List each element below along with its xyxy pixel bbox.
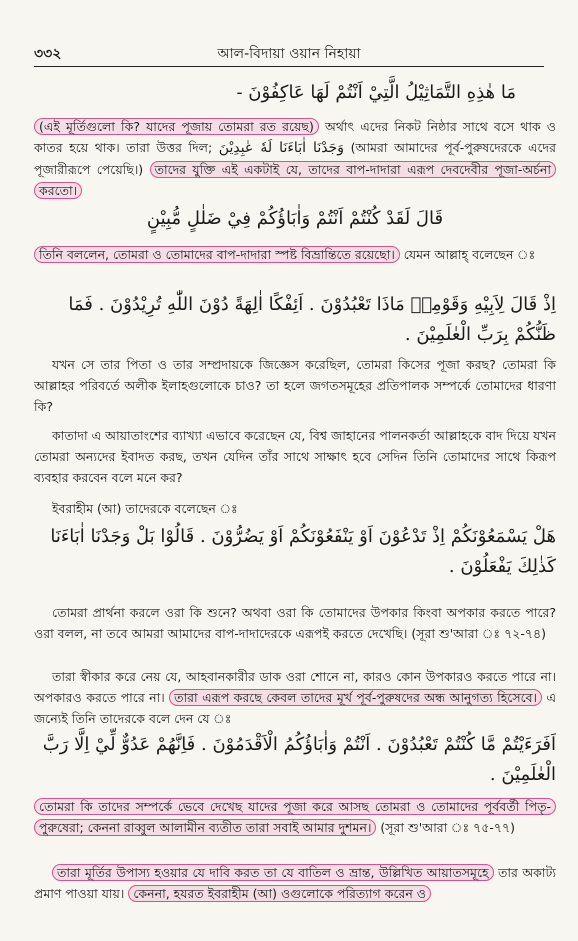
paragraph-6 [34, 602, 556, 644]
page-number: ৩৩২ [34, 46, 62, 62]
arabic-verse-2-block [34, 204, 556, 234]
highlight-1a: (এই মূর্তিগুলো কি? যাদের পূজায় তোমরা রত রয়েছ) [34, 118, 319, 135]
highlight-7: তারা এরূপ করছে কেবল তাদের মূর্খ পূর্ব-পুরুষদের অন্ধ আনুগত্য হিসেবে। [169, 689, 542, 706]
paragraph-2-text: যেমন আল্লাহ্ বলেছেন ঃ [399, 247, 536, 262]
paragraph-5-text: ইবরাহীম (আ) তাদেরকে বলেছেন ঃ [52, 501, 238, 516]
paragraph-9 [34, 862, 556, 904]
arabic-verse-3: اِذْ قَالَ لِاَبِيْهِ وَقَوْمِهٖ مَاذَا تَعْبُدُوْنَ . اَئِفْكًا اٰلِهَةً دُوْنَ اللّٰهِ تُرِيْدُوْنَ . فَمَا ظَنُّكُمْ بِرَبِّ الْعٰلَمِيْنَ . [68, 294, 556, 345]
paragraph-1-text-a: অর্থাৎ এদের নিকট নিষ্ঠার সাথে বসে থাক ও কাতর হয়ে থাক। তারা উত্তর দিল; [34, 119, 556, 155]
running-title: আল-বিদায়া ওয়ান নিহায়া [217, 46, 361, 62]
arabic-inline-quote: وَجَدْنَا اٰبَاءَنَا لَهٗ عٰبِدِيْنَ [218, 140, 344, 156]
paragraph-7-text-a: তারা স্বীকার করে নেয় যে, আহবানকারীর ডাক ওরা শোনে না, কারও কোন উপকারও করতে পারে না। অপকারও করতে পারে না। [34, 669, 556, 705]
paragraph-4 [34, 425, 556, 488]
paragraph-1-text-b: (আমরা আমাদের পূর্ব-পুরুষদেরকে এদের পূজারীরূপে পেয়েছি।) [34, 140, 556, 177]
highlight-8: তোমরা কি তাদের সম্পর্কে ভেবে দেখেছ যাদের পূজা করে আসছ তোমরা ও তোমাদের পূর্ববর্তী পিতৃ-পুরুষেরা; কেননা রাব্বুল আলামীন ব্যতীত তারা সবাই আমার দুশমন। [34, 798, 556, 836]
paragraph-2 [34, 244, 556, 265]
arabic-verse-4-block [34, 522, 556, 582]
paragraph-8-text: (সূরা শু'আরা ঃ ৭৫-৭৭) [376, 820, 515, 835]
arabic-verse-1: مَا هٰذِهِ التَّمَاثِيْلُ الَّتِيْ اَنْتُمْ لَهَا عَاكِفُوْنَ - [236, 82, 516, 103]
paragraph-1 [34, 116, 556, 201]
paragraph-7 [34, 666, 556, 729]
highlight-1b: তাদের যুক্তি এই একটাই যে, তাদের বাপ-দাদারা এরূপ দেবদেবীর পূজা-অর্চনা করতো। [34, 161, 556, 199]
arabic-verse-5-block [34, 730, 556, 790]
highlight-9a: তারা মূর্তির উপাস্য হওয়ার যে দাবি করত তা যে বাতিল ও ভ্রান্ত, উল্লিখিত আয়াতসমূহে [52, 864, 494, 881]
arabic-verse-2: قَالَ لَقَدْ كُنْتُمْ اَنْتُمْ وَاٰبَاؤُكُمْ فِيْ ضَلٰلٍ مُّبِيْنٍ [146, 208, 444, 229]
paragraph-4-text: কাতাদা এ আয়াতাংশের ব্যাখ্যা এভাবে করেছেন যে, বিশ্ব জাহানের পালনকর্তা আল্লাহকে বাদ দিয়ে যখন তোমরা অন্যদের ইবাদত করছ, তখন যেদিন তাঁর সাথে সাক্ষাৎ হবে সেদিন তিনি তোমাদের সাথে কিরূপ ব্যবহার করবেন বলে মনে কর? [34, 428, 556, 485]
paragraph-9-text: তার অকাট্য প্রমাণ পাওয়া যায়। [34, 865, 556, 901]
paragraph-6-text: তোমরা প্রার্থনা করলে ওরা কি শুনে? অথবা ওরা কি তোমাদের উপকার কিংবা অপকার করতে পারে? ওরা বলল, না তবে আমরা আমাদের বাপ-দাদাদেরকে এরূপই করতে দেখেছি। (সূরা শু'আরা ঃ ৭২-৭৪) [34, 605, 556, 641]
paragraph-5 [34, 498, 556, 519]
paragraph-3-text: যখন সে তার পিতা ও তার সম্প্রদায়কে জিজ্ঞেস করেছিল, তোমরা কিসের পূজা করছ? তোমরা কি আল্লাহর পরিবর্তে অলীক ইলাহগুলোকে চাও? তা হলে জগতসমূহের প্রতিপালক সম্পর্কে তোমাদের ধারণা কি? [34, 357, 556, 414]
arabic-verse-4: هَلْ يَسْمَعُوْنَكُمْ اِذْ تَدْعُوْنَ اَوْ يَنْفَعُوْنَكُمْ اَوْ يَضُرُّوْنَ . قَالُوْا بَلْ وَجَدْنَا اٰبَاءَنَا كَذٰلِكَ يَفْعَلُوْنَ . [50, 526, 556, 577]
highlight-2: তিনি বললেন, তোমরা ও তোমাদের বাপ-দাদারা স্পষ্ট বিভ্রান্তিতে রয়েছো। [34, 246, 400, 263]
paragraph-3 [34, 354, 556, 417]
page-header [34, 40, 544, 67]
arabic-verse-5: اَفَرَءَيْتُمْ مَّا كُنْتُمْ تَعْبُدُوْنَ . اَنْتُمْ وَاٰبَاؤُكُمُ الْاَقْدَمُوْنَ . فَاِنَّهُمْ عَدُوٌّ لِّيْ اِلَّا رَبَّ الْعٰلَمِيْنَ . [42, 734, 556, 785]
paragraph-7-text-b: এ জন্যেই তিনি তাদেরকে বলে দেন যে ঃ [34, 690, 556, 726]
arabic-verse-1-block [34, 78, 556, 108]
highlight-9b: কেননা, হযরত ইবরাহীম (আ) ওগুলোকে পরিত্যাগ করেন ও [128, 885, 431, 902]
arabic-verse-3-block [34, 290, 556, 350]
paragraph-8 [34, 796, 556, 838]
